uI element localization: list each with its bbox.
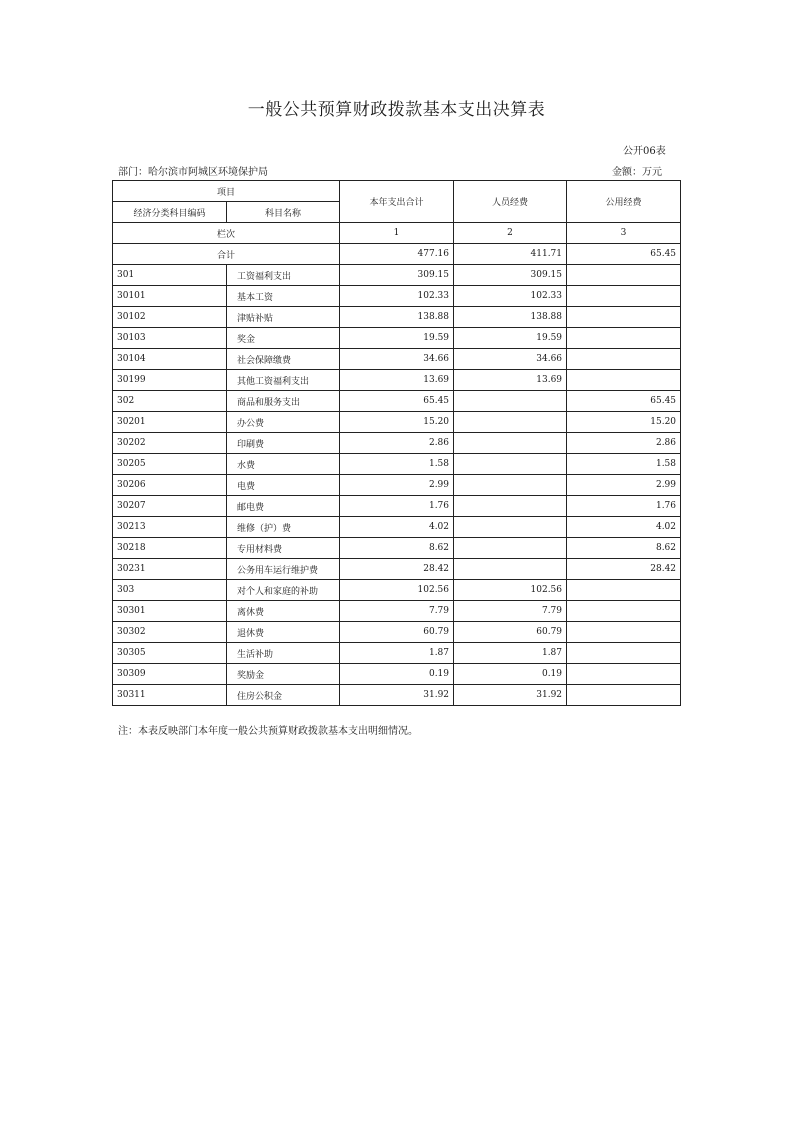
table-row xyxy=(113,538,681,559)
row-personnel xyxy=(454,538,567,559)
table-row xyxy=(113,601,681,622)
row-total: 0.19 xyxy=(340,664,454,685)
row-code: 30101 xyxy=(113,286,227,307)
row-public: 65.45 xyxy=(567,391,681,412)
table-row xyxy=(113,370,681,391)
table-row xyxy=(113,265,681,286)
row-code: 30302 xyxy=(113,622,227,643)
table-row xyxy=(113,580,681,601)
row-public xyxy=(567,622,681,643)
header-econ-code: 经济分类科目编码 xyxy=(113,202,227,223)
row-name: 社会保障缴费 xyxy=(227,349,340,370)
row-personnel: 60.79 xyxy=(454,622,567,643)
row-code: 30213 xyxy=(113,517,227,538)
row-name: 其他工资福利支出 xyxy=(227,370,340,391)
row-public: 1.76 xyxy=(567,496,681,517)
row-code: 30301 xyxy=(113,601,227,622)
total-personnel: 411.71 xyxy=(454,244,567,265)
row-personnel xyxy=(454,559,567,580)
row-public xyxy=(567,349,681,370)
total-amount: 477.16 xyxy=(340,244,454,265)
table-row xyxy=(113,286,681,307)
row-total: 15.20 xyxy=(340,412,454,433)
table-row xyxy=(113,391,681,412)
table-row xyxy=(113,685,681,706)
row-public xyxy=(567,601,681,622)
table-row xyxy=(113,349,681,370)
row-personnel: 102.33 xyxy=(454,286,567,307)
row-total: 1.76 xyxy=(340,496,454,517)
row-name: 办公费 xyxy=(227,412,340,433)
row-total: 2.86 xyxy=(340,433,454,454)
row-personnel: 1.87 xyxy=(454,643,567,664)
row-total: 31.92 xyxy=(340,685,454,706)
row-name: 维修（护）费 xyxy=(227,517,340,538)
row-personnel xyxy=(454,496,567,517)
row-total: 102.56 xyxy=(340,580,454,601)
row-name: 奖励金 xyxy=(227,664,340,685)
row-public xyxy=(567,643,681,664)
row-code: 30206 xyxy=(113,475,227,496)
row-public: 4.02 xyxy=(567,517,681,538)
row-personnel: 309.15 xyxy=(454,265,567,286)
row-personnel xyxy=(454,454,567,475)
row-public xyxy=(567,265,681,286)
row-public: 2.99 xyxy=(567,475,681,496)
row-personnel: 34.66 xyxy=(454,349,567,370)
row-personnel: 19.59 xyxy=(454,328,567,349)
row-name: 基本工资 xyxy=(227,286,340,307)
row-name: 印刷费 xyxy=(227,433,340,454)
row-code: 30218 xyxy=(113,538,227,559)
row-public xyxy=(567,580,681,601)
column-number-row xyxy=(113,223,681,244)
row-code: 30201 xyxy=(113,412,227,433)
row-name: 公务用车运行维护费 xyxy=(227,559,340,580)
row-personnel xyxy=(454,412,567,433)
row-total: 102.33 xyxy=(340,286,454,307)
table-row xyxy=(113,517,681,538)
row-personnel: 138.88 xyxy=(454,307,567,328)
row-code: 30202 xyxy=(113,433,227,454)
row-name: 津贴补贴 xyxy=(227,307,340,328)
row-public: 1.58 xyxy=(567,454,681,475)
row-name: 住房公积金 xyxy=(227,685,340,706)
row-personnel xyxy=(454,475,567,496)
expenditure-table xyxy=(112,180,681,706)
table-row xyxy=(113,328,681,349)
column-number-3: 3 xyxy=(567,223,681,244)
row-name: 生活补助 xyxy=(227,643,340,664)
column-number-2: 2 xyxy=(454,223,567,244)
table-row xyxy=(113,622,681,643)
row-public: 2.86 xyxy=(567,433,681,454)
header-row-1 xyxy=(113,181,681,202)
column-number-1: 1 xyxy=(340,223,454,244)
row-personnel xyxy=(454,433,567,454)
row-personnel: 7.79 xyxy=(454,601,567,622)
table-row xyxy=(113,559,681,580)
row-public xyxy=(567,370,681,391)
row-public: 15.20 xyxy=(567,412,681,433)
row-name: 专用材料费 xyxy=(227,538,340,559)
row-code: 30103 xyxy=(113,328,227,349)
row-total: 138.88 xyxy=(340,307,454,328)
row-total: 13.69 xyxy=(340,370,454,391)
table-row xyxy=(113,643,681,664)
row-public xyxy=(567,286,681,307)
table-row xyxy=(113,664,681,685)
table-row xyxy=(113,475,681,496)
row-name: 邮电费 xyxy=(227,496,340,517)
row-personnel: 0.19 xyxy=(454,664,567,685)
total-public: 65.45 xyxy=(567,244,681,265)
row-code: 301 xyxy=(113,265,227,286)
row-personnel xyxy=(454,391,567,412)
row-code: 30305 xyxy=(113,643,227,664)
row-public xyxy=(567,307,681,328)
table-row xyxy=(113,454,681,475)
form-number: 公开06表 xyxy=(623,146,666,157)
row-total: 28.42 xyxy=(340,559,454,580)
row-code: 30104 xyxy=(113,349,227,370)
table-row xyxy=(113,433,681,454)
row-total: 8.62 xyxy=(340,538,454,559)
row-personnel: 31.92 xyxy=(454,685,567,706)
table-row xyxy=(113,307,681,328)
row-total: 1.58 xyxy=(340,454,454,475)
row-name: 工资福利支出 xyxy=(227,265,340,286)
row-name: 电费 xyxy=(227,475,340,496)
row-public: 28.42 xyxy=(567,559,681,580)
row-public: 8.62 xyxy=(567,538,681,559)
row-total: 2.99 xyxy=(340,475,454,496)
row-total: 65.45 xyxy=(340,391,454,412)
total-row xyxy=(113,244,681,265)
row-personnel: 102.56 xyxy=(454,580,567,601)
row-name: 商品和服务支出 xyxy=(227,391,340,412)
total-label: 合计 xyxy=(113,244,340,265)
row-code: 30205 xyxy=(113,454,227,475)
row-total: 4.02 xyxy=(340,517,454,538)
row-personnel: 13.69 xyxy=(454,370,567,391)
row-total: 60.79 xyxy=(340,622,454,643)
row-name: 水费 xyxy=(227,454,340,475)
row-name: 退休费 xyxy=(227,622,340,643)
row-name: 对个人和家庭的补助 xyxy=(227,580,340,601)
row-code: 30311 xyxy=(113,685,227,706)
row-name: 奖金 xyxy=(227,328,340,349)
header-public: 公用经费 xyxy=(567,181,681,223)
row-total: 1.87 xyxy=(340,643,454,664)
row-code: 302 xyxy=(113,391,227,412)
unit-label: 金额：万元 xyxy=(612,167,662,178)
row-code: 30231 xyxy=(113,559,227,580)
department-label: 部门：哈尔滨市阿城区环境保护局 xyxy=(118,167,268,178)
row-code: 30309 xyxy=(113,664,227,685)
row-public xyxy=(567,328,681,349)
header-total: 本年支出合计 xyxy=(340,181,454,223)
row-total: 19.59 xyxy=(340,328,454,349)
row-public xyxy=(567,685,681,706)
row-name: 离休费 xyxy=(227,601,340,622)
header-personnel: 人员经费 xyxy=(454,181,567,223)
footnote: 注：本表反映部门本年度一般公共预算财政拨款基本支出明细情况。 xyxy=(118,726,418,737)
column-label: 栏次 xyxy=(113,223,340,244)
row-total: 309.15 xyxy=(340,265,454,286)
header-subject-name: 科目名称 xyxy=(227,202,340,223)
row-total: 7.79 xyxy=(340,601,454,622)
row-code: 30207 xyxy=(113,496,227,517)
page-title: 一般公共预算财政拨款基本支出决算表 xyxy=(247,100,546,120)
table-row xyxy=(113,412,681,433)
row-public xyxy=(567,664,681,685)
row-total: 34.66 xyxy=(340,349,454,370)
header-project: 项目 xyxy=(113,181,340,202)
table-row xyxy=(113,496,681,517)
row-code: 30102 xyxy=(113,307,227,328)
row-personnel xyxy=(454,517,567,538)
row-code: 30199 xyxy=(113,370,227,391)
row-code: 303 xyxy=(113,580,227,601)
